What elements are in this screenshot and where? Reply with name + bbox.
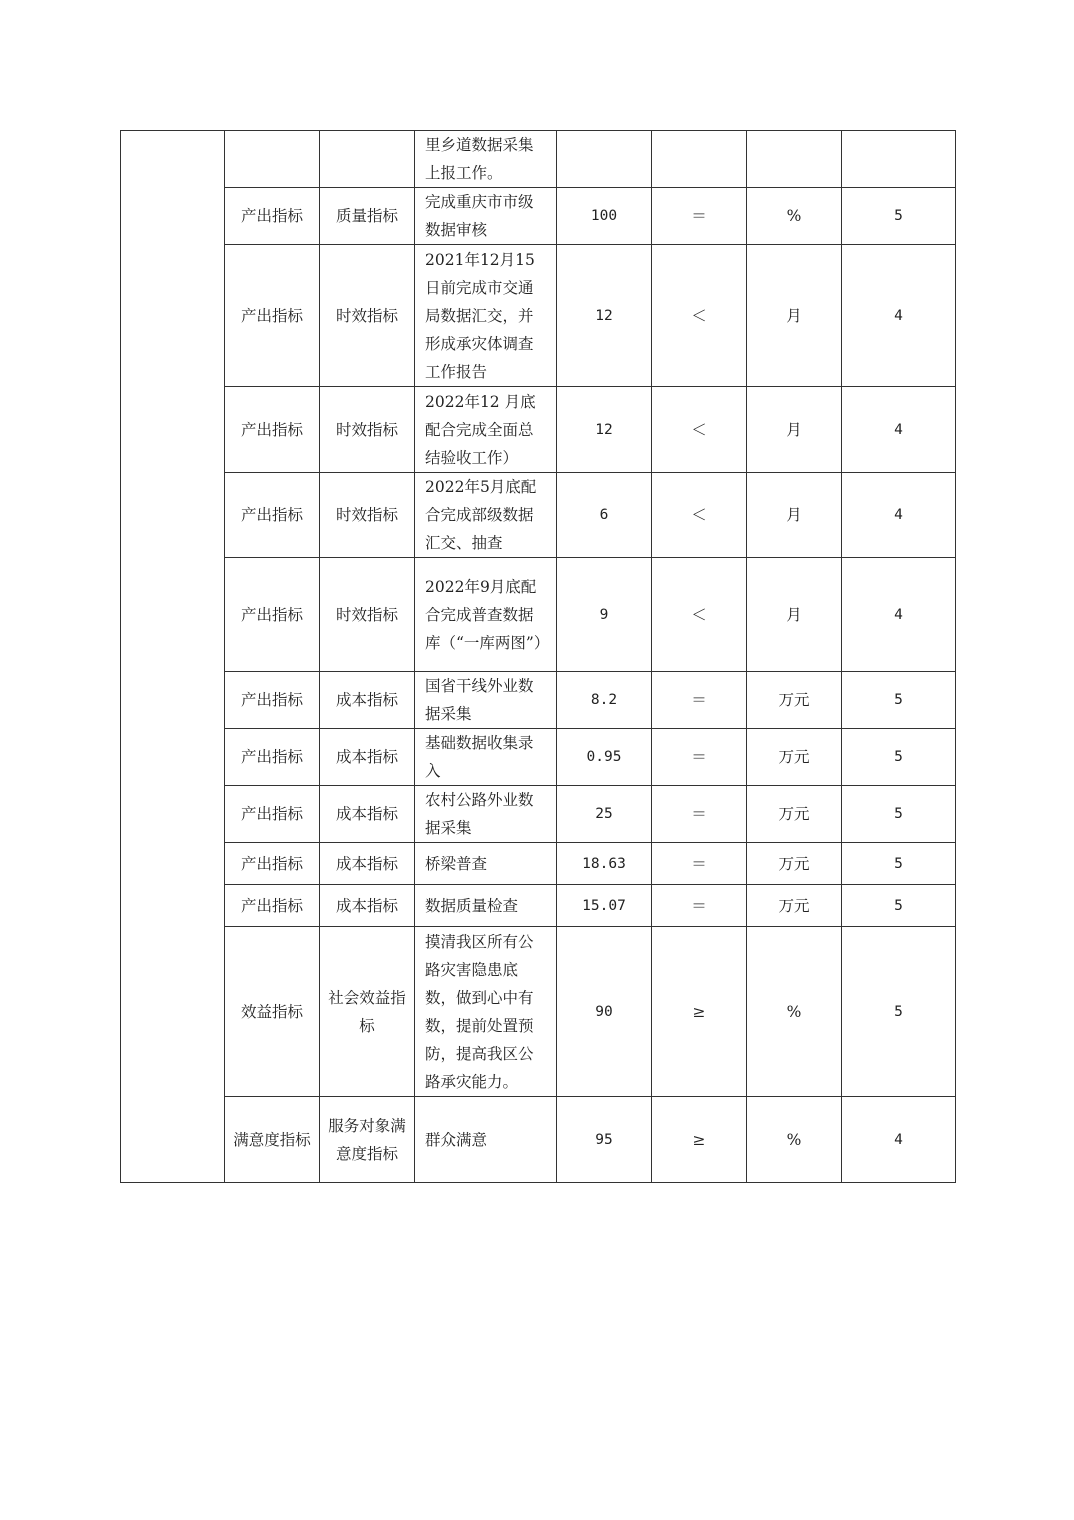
level1-indicator: 效益指标 [225, 927, 320, 1097]
indicator-value: 95 [557, 1097, 652, 1183]
comparison-operator: ＝ [652, 729, 747, 786]
indicator-content: 桥梁普查 [415, 843, 557, 885]
score: 5 [842, 188, 956, 245]
level1-indicator: 满意度指标 [225, 1097, 320, 1183]
indicator-value: 15.07 [557, 885, 652, 927]
merged-left-cell [121, 131, 225, 1183]
level1-indicator: 产出指标 [225, 188, 320, 245]
level1-indicator: 产出指标 [225, 558, 320, 672]
table-row [121, 786, 956, 843]
level1-indicator: 产出指标 [225, 672, 320, 729]
level2-indicator: 时效指标 [320, 245, 415, 387]
table-row [121, 131, 956, 188]
indicator-content: 2022年9月底配合完成普查数据库（“一库两图”） [415, 558, 557, 672]
comparison-operator: ＝ [652, 843, 747, 885]
score: 4 [842, 1097, 956, 1183]
unit: 万元 [747, 729, 842, 786]
indicator-value: 18.63 [557, 843, 652, 885]
indicator-content: 数据质量检查 [415, 885, 557, 927]
table-row [121, 387, 956, 473]
indicator-content: 2022年5月底配合完成部级数据汇交、抽查 [415, 473, 557, 558]
indicator-value: 25 [557, 786, 652, 843]
level2-indicator: 质量指标 [320, 188, 415, 245]
score: 4 [842, 558, 956, 672]
level2-indicator: 时效指标 [320, 473, 415, 558]
level2-indicator: 社会效益指标 [320, 927, 415, 1097]
table-row [121, 558, 956, 672]
table-row [121, 245, 956, 387]
indicator-content: 里乡道数据采集上报工作。 [415, 131, 557, 188]
unit: % [747, 1097, 842, 1183]
level1-indicator: 产出指标 [225, 245, 320, 387]
comparison-operator: ＜ [652, 558, 747, 672]
table-row [121, 885, 956, 927]
score: 5 [842, 786, 956, 843]
level2-indicator: 成本指标 [320, 786, 415, 843]
level2-indicator: 时效指标 [320, 387, 415, 473]
table-row [121, 843, 956, 885]
unit: 月 [747, 473, 842, 558]
level2-indicator: 成本指标 [320, 672, 415, 729]
unit: 万元 [747, 786, 842, 843]
level2-indicator: 服务对象满意度指标 [320, 1097, 415, 1183]
score: 5 [842, 927, 956, 1097]
score: 4 [842, 245, 956, 387]
indicator-content: 2022年12 月底配合完成全面总结验收工作） [415, 387, 557, 473]
comparison-operator: ＝ [652, 672, 747, 729]
table-row [121, 729, 956, 786]
level1-indicator: 产出指标 [225, 843, 320, 885]
comparison-operator: ＝ [652, 188, 747, 245]
level2-indicator: 成本指标 [320, 843, 415, 885]
indicator-value: 12 [557, 245, 652, 387]
indicator-value: 100 [557, 188, 652, 245]
table-row [121, 188, 956, 245]
indicator-content: 群众满意 [415, 1097, 557, 1183]
indicator-content: 基础数据收集录入 [415, 729, 557, 786]
table-row [121, 473, 956, 558]
performance-indicator-table [120, 130, 956, 1183]
score: 5 [842, 729, 956, 786]
indicator-value [557, 131, 652, 188]
score: 5 [842, 672, 956, 729]
indicator-value: 0.95 [557, 729, 652, 786]
unit: % [747, 188, 842, 245]
unit: 万元 [747, 885, 842, 927]
comparison-operator: ＝ [652, 885, 747, 927]
unit: 万元 [747, 672, 842, 729]
level1-indicator: 产出指标 [225, 729, 320, 786]
score: 4 [842, 473, 956, 558]
level1-indicator: 产出指标 [225, 387, 320, 473]
score [842, 131, 956, 188]
score: 5 [842, 885, 956, 927]
level1-indicator: 产出指标 [225, 885, 320, 927]
table-row [121, 927, 956, 1097]
level2-indicator: 成本指标 [320, 885, 415, 927]
level1-indicator: 产出指标 [225, 786, 320, 843]
indicator-value: 12 [557, 387, 652, 473]
indicator-content: 摸清我区所有公路灾害隐患底数，做到心中有数，提前处置预防，提高我区公路承灾能力。 [415, 927, 557, 1097]
level2-indicator: 成本指标 [320, 729, 415, 786]
indicator-value: 8.2 [557, 672, 652, 729]
unit [747, 131, 842, 188]
unit: 月 [747, 245, 842, 387]
indicator-value: 90 [557, 927, 652, 1097]
level1-indicator [225, 131, 320, 188]
comparison-operator: ≥ [652, 1097, 747, 1183]
comparison-operator: ＜ [652, 473, 747, 558]
indicator-value: 9 [557, 558, 652, 672]
comparison-operator [652, 131, 747, 188]
indicator-content: 国省干线外业数据采集 [415, 672, 557, 729]
score: 4 [842, 387, 956, 473]
indicator-content: 2021年12月15日前完成市交通局数据汇交，并形成承灾体调查工作报告 [415, 245, 557, 387]
comparison-operator: ＜ [652, 245, 747, 387]
comparison-operator: ＝ [652, 786, 747, 843]
table-row [121, 1097, 956, 1183]
level1-indicator: 产出指标 [225, 473, 320, 558]
unit: 万元 [747, 843, 842, 885]
level2-indicator [320, 131, 415, 188]
indicator-value: 6 [557, 473, 652, 558]
comparison-operator: ≥ [652, 927, 747, 1097]
unit: % [747, 927, 842, 1097]
unit: 月 [747, 558, 842, 672]
table-row [121, 672, 956, 729]
indicator-content: 农村公路外业数据采集 [415, 786, 557, 843]
score: 5 [842, 843, 956, 885]
level2-indicator: 时效指标 [320, 558, 415, 672]
unit: 月 [747, 387, 842, 473]
comparison-operator: ＜ [652, 387, 747, 473]
indicator-content: 完成重庆市市级数据审核 [415, 188, 557, 245]
